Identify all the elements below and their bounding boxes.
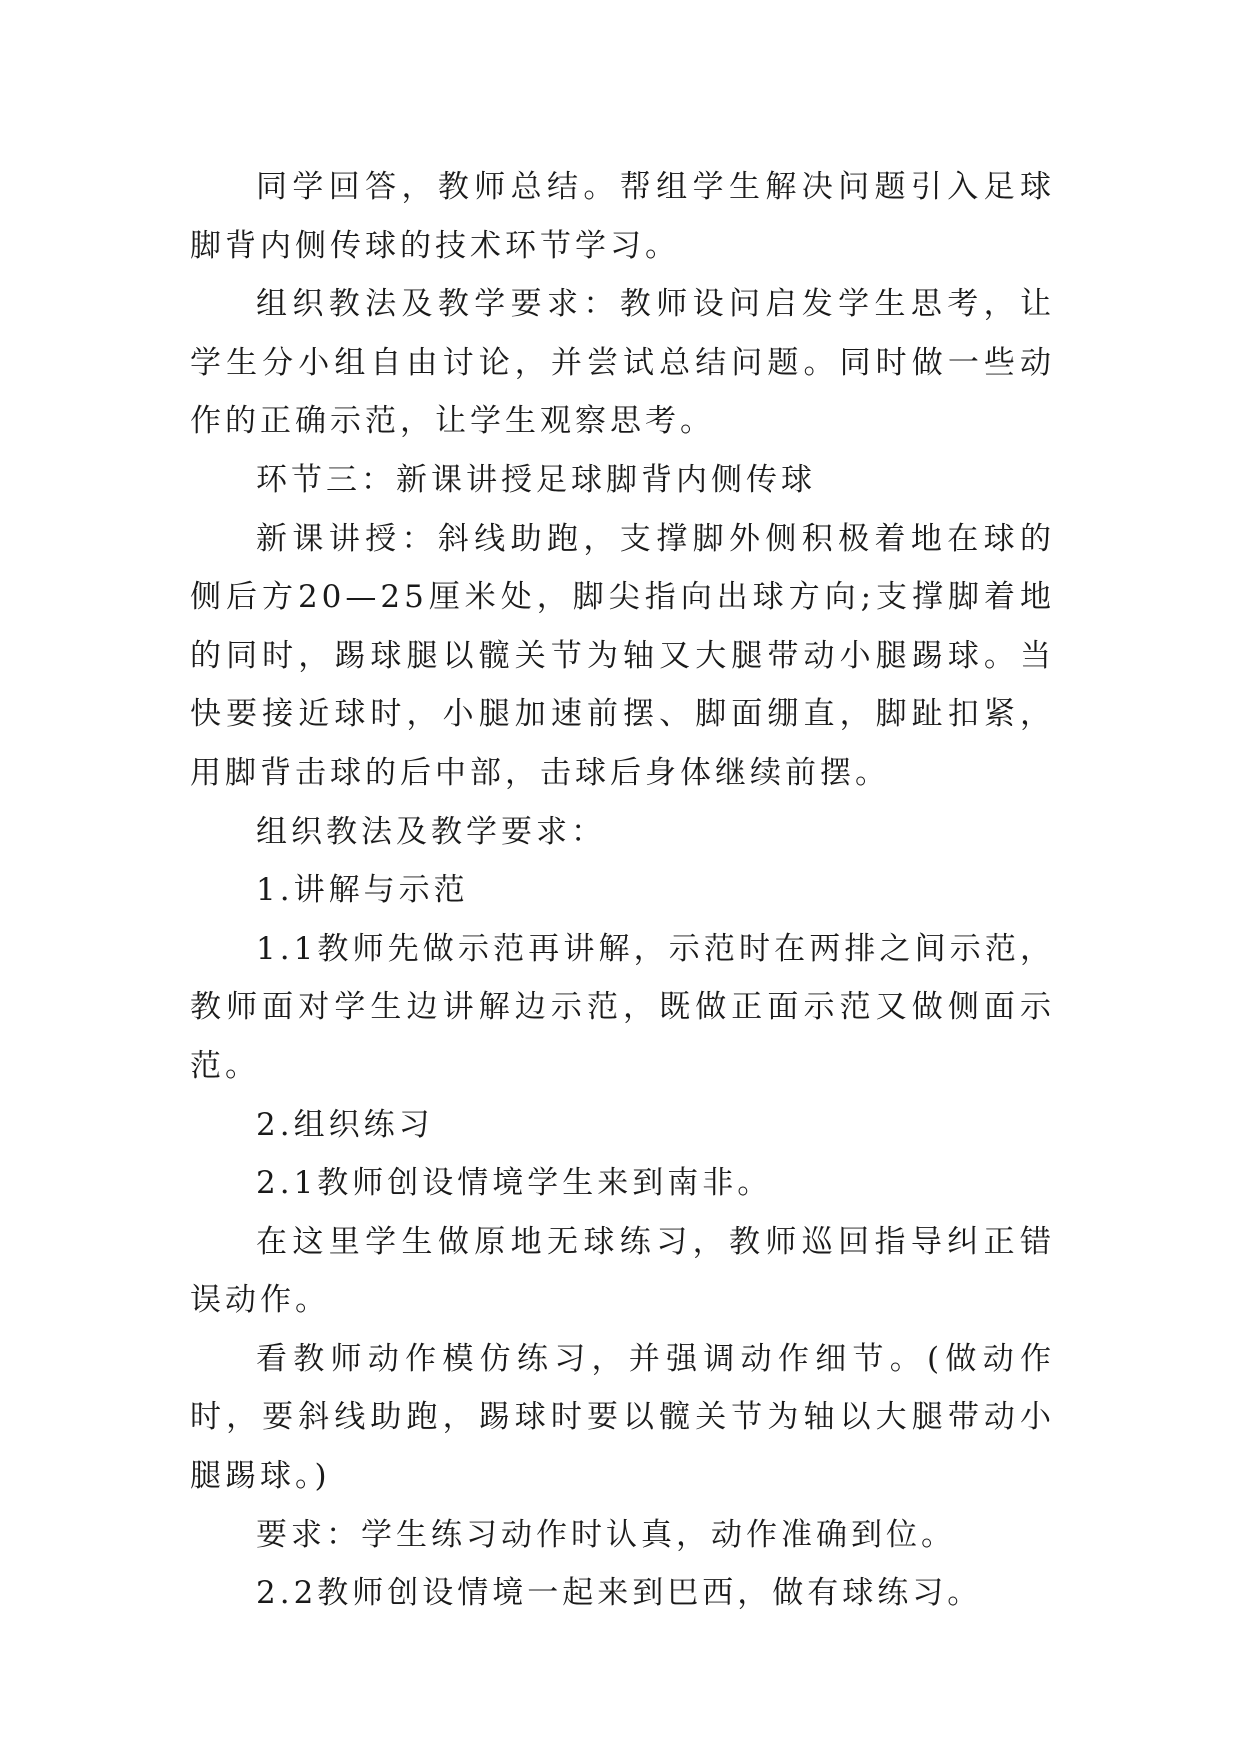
section-heading: 环节三：新课讲授足球脚背内侧传球 (256, 461, 816, 498)
list-heading: 2.组织练习 (256, 1106, 434, 1143)
paragraph: 组织教法及教学要求： (256, 813, 606, 850)
list-item: 2.1教师创设情境学生来到南非。 (256, 1165, 773, 1202)
paragraph: 同学回答，教师总结。帮组学生解决问题引入足球脚背内侧传球的技术环节学习。 (190, 169, 1055, 264)
paragraph: 在这里学生做原地无球练习，教师巡回指导纠正错误动作。 (190, 1223, 1055, 1319)
paragraph: 组织教法及教学要求：教师设问启发学生思考，让学生分小组自由讨论，并尝试总结问题。同时做一些动作的正确示范，让学生观察思考。 (190, 286, 1055, 440)
list-item: 2.2教师创设情境一起来到巴西，做有球练习。 (256, 1575, 983, 1612)
paragraph: 新课讲授：斜线助跑，支撑脚外侧积极着地在球的侧后方20—25厘米处，脚尖指向出球方向;支撑脚着地的同时，踢球腿以髋关节为轴又大腿带动小腿踢球。当快要接近球时，小腿加速前摆、脚面绷直，脚趾扣紧，用脚背击球的后中部，击球后身体继续前摆。 (190, 520, 1055, 791)
body-text (190, 158, 1055, 1623)
paragraph: 要求：学生练习动作时认真，动作准确到位。 (256, 1516, 956, 1553)
paragraph: 看教师动作模仿练习，并强调动作细节。(做动作时，要斜线助跑，踢球时要以髋关节为轴以大腿带动小腿踢球。) (190, 1340, 1055, 1495)
list-item: 1.1教师先做示范再讲解，示范时在两排之间示范，教师面对学生边讲解边示范，既做正面示范又做侧面示范。 (190, 930, 1055, 1084)
list-heading: 1.讲解与示范 (256, 872, 469, 909)
